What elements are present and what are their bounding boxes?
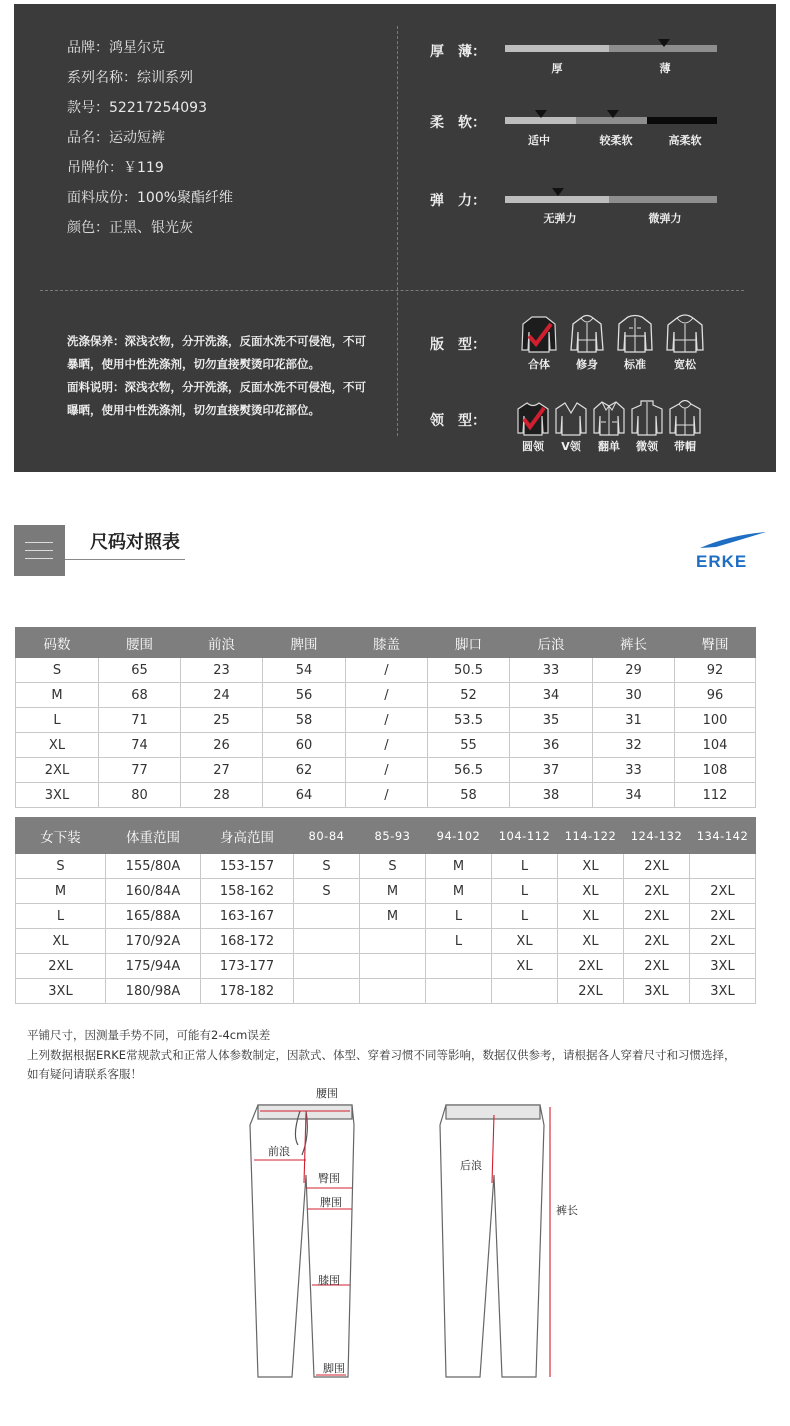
header-cell: 114-122: [558, 818, 624, 854]
hoodie-loose-icon: [665, 314, 705, 354]
table-cell: /: [346, 658, 428, 683]
section-title: 尺码对照表: [90, 532, 180, 553]
header-cell: 124-132: [624, 818, 690, 854]
table-cell: M: [360, 879, 426, 904]
table-cell: 56: [263, 683, 346, 708]
table-cell: S: [16, 854, 106, 879]
table-cell: XL: [492, 929, 558, 954]
table-cell: 77: [99, 758, 181, 783]
table-cell: /: [346, 783, 428, 808]
back-pants: [440, 1105, 544, 1377]
collar-option-stand: 微领: [628, 400, 666, 454]
table-cell: L: [492, 879, 558, 904]
elasticity-label-slight: 微弹力: [648, 212, 682, 225]
v-neck-icon: [554, 400, 588, 436]
table-cell: 170/92A: [106, 929, 201, 954]
table-cell: 38: [510, 783, 593, 808]
table-cell: 23: [181, 658, 263, 683]
table-cell: 28: [181, 783, 263, 808]
table-cell: 175/94A: [106, 954, 201, 979]
table-cell: 2XL: [624, 929, 690, 954]
table-cell: 3XL: [624, 979, 690, 1004]
table-cell: 52: [428, 683, 510, 708]
header-cell: 134-142: [690, 818, 756, 854]
table-cell: XL: [558, 854, 624, 879]
table-cell: 3XL: [690, 954, 756, 979]
table-cell: /: [346, 708, 428, 733]
table-cell: 24: [181, 683, 263, 708]
thickness-marker-icon: [658, 39, 670, 47]
table-row: [16, 879, 756, 904]
table-cell: 173-177: [201, 954, 294, 979]
table-cell: 165/88A: [106, 904, 201, 929]
table-cell: 112: [675, 783, 756, 808]
table-cell: 2XL: [690, 904, 756, 929]
brand-line: 品牌：鸿星尔克: [67, 40, 165, 56]
table-cell: [294, 954, 360, 979]
table-cell: [294, 979, 360, 1004]
measurement-arrows: [254, 1107, 550, 1377]
table-cell: L: [426, 929, 492, 954]
size-table-header: [16, 628, 756, 658]
table-row: [16, 904, 756, 929]
jacket-selected-icon: [520, 314, 558, 354]
table-cell: 33: [593, 758, 675, 783]
header-cell: 85-93: [360, 818, 426, 854]
fit-option-regular: 合体: [514, 314, 564, 372]
collar-option-lapel: 翻单: [590, 400, 628, 454]
table-cell: 2XL: [624, 954, 690, 979]
note-contact: 如有疑问请联系客服！: [27, 1067, 142, 1081]
color-line: 颜色：正黑、银光灰: [67, 220, 193, 236]
collar-icons: [514, 400, 704, 454]
header-cell: 80-84: [294, 818, 360, 854]
table-row: [16, 708, 756, 733]
table-row: [16, 733, 756, 758]
table-cell: 68: [99, 683, 181, 708]
table-cell: 153-157: [201, 854, 294, 879]
table-cell: 71: [99, 708, 181, 733]
header-cell: 臀围: [675, 628, 756, 658]
table-cell: XL: [492, 954, 558, 979]
table-cell: 80: [99, 783, 181, 808]
table-cell: S: [360, 854, 426, 879]
header-cell: 前浪: [181, 628, 263, 658]
vertical-divider: [397, 26, 398, 436]
table-cell: L: [426, 904, 492, 929]
section-underline: [65, 559, 185, 560]
table-cell: 3XL: [690, 979, 756, 1004]
hood-collar-icon: [668, 400, 702, 436]
table-cell: S: [294, 879, 360, 904]
brand-logo-text: ERKE: [696, 552, 748, 571]
table-cell: [360, 929, 426, 954]
table-cell: 55: [428, 733, 510, 758]
fit-table-header: [16, 818, 756, 854]
table-cell: XL: [558, 904, 624, 929]
note-tolerance: 平铺尺寸，因测量手势不同，可能有2-4cm误差: [27, 1028, 271, 1042]
diagram-knee: 膝围: [318, 1274, 340, 1287]
table-cell: [492, 979, 558, 1004]
table-cell: 30: [593, 683, 675, 708]
header-cell: 体重范围: [106, 818, 201, 854]
wash-title: 洗涤保养：: [67, 334, 125, 348]
table-cell: 3XL: [16, 979, 106, 1004]
softness-label: 柔 软：: [430, 115, 486, 131]
fabric-text: 深浅衣物，分开洗涤，反面水洗不可侵泡，不可曝晒，使用中性洗涤剂，切勿直接熨烫印花部位。: [67, 380, 366, 417]
table-cell: XL: [16, 733, 99, 758]
table-cell: 2XL: [558, 954, 624, 979]
table-cell: S: [16, 658, 99, 683]
table-cell: 74: [99, 733, 181, 758]
care-instructions: [67, 330, 377, 422]
table-cell: 2XL: [558, 979, 624, 1004]
fit-option-standard: 标准: [610, 314, 660, 372]
code-line: 款号：52217254093: [67, 100, 207, 116]
table-cell: 3XL: [16, 783, 99, 808]
table-cell: 155/80A: [106, 854, 201, 879]
table-cell: 56.5: [428, 758, 510, 783]
table-cell: M: [426, 879, 492, 904]
fit-table: [15, 817, 756, 1004]
table-cell: 25: [181, 708, 263, 733]
softness-marker-icon: [607, 110, 619, 118]
table-cell: L: [492, 904, 558, 929]
collar-label: 领 型：: [430, 413, 486, 429]
front-pants: [250, 1105, 354, 1377]
table-cell: 34: [510, 683, 593, 708]
fit-option-loose: 宽松: [660, 314, 710, 372]
diagram-hem: 脚围: [323, 1362, 345, 1375]
fabric-line: 面料成份：100%聚酯纤维: [67, 190, 234, 206]
table-cell: M: [360, 904, 426, 929]
table-cell: 2XL: [690, 879, 756, 904]
diagram-hip: 臀围: [318, 1172, 340, 1185]
table-cell: /: [346, 683, 428, 708]
price-line: 吊牌价：￥119: [67, 160, 164, 176]
header-cell: 裤长: [593, 628, 675, 658]
collar-option-v: V领: [552, 400, 590, 454]
table-cell: XL: [16, 929, 106, 954]
erke-logo: [696, 531, 768, 571]
table-cell: 29: [593, 658, 675, 683]
table-cell: [690, 854, 756, 879]
diagram-back-rise: 后浪: [460, 1159, 482, 1172]
diagram-front-rise: 前浪: [268, 1145, 290, 1158]
softness-label-soft: 较柔软: [599, 134, 633, 147]
table-row: [16, 854, 756, 879]
table-cell: 92: [675, 658, 756, 683]
table-cell: XL: [558, 879, 624, 904]
table-cell: 180/98A: [106, 979, 201, 1004]
table-cell: 2XL: [624, 854, 690, 879]
table-cell: [360, 954, 426, 979]
header-cell: 94-102: [426, 818, 492, 854]
jacket-standard-icon: [616, 314, 654, 354]
lapel-collar-icon: [592, 400, 626, 436]
table-cell: [426, 979, 492, 1004]
table-cell: 35: [510, 708, 593, 733]
fit-label: 版 型：: [430, 337, 486, 353]
thickness-label-thick: 厚: [551, 62, 563, 75]
collar-option-hood: 带帽: [666, 400, 704, 454]
table-cell: L: [492, 854, 558, 879]
swoosh-icon: [696, 531, 768, 551]
table-cell: [294, 929, 360, 954]
table-cell: 34: [593, 783, 675, 808]
table-cell: 33: [510, 658, 593, 683]
table-row: [16, 929, 756, 954]
diagram-waist: 腰围: [316, 1087, 338, 1100]
table-cell: 27: [181, 758, 263, 783]
table-cell: L: [16, 904, 106, 929]
elasticity-bar: [505, 196, 717, 203]
fabric-title: 面料说明：: [67, 380, 125, 394]
softness-label-very-soft: 高柔软: [668, 134, 702, 147]
header-cell: 膝盖: [346, 628, 428, 658]
name-line: 品名：运动短裤: [67, 130, 165, 146]
diagram-thigh: 脾围: [320, 1196, 342, 1209]
table-cell: M: [16, 879, 106, 904]
table-cell: 54: [263, 658, 346, 683]
table-cell: 58: [263, 708, 346, 733]
header-cell: 104-112: [492, 818, 558, 854]
header-cell: 脾围: [263, 628, 346, 658]
table-cell: 50.5: [428, 658, 510, 683]
table-cell: 26: [181, 733, 263, 758]
fit-option-slim: 修身: [564, 314, 610, 372]
table-cell: 37: [510, 758, 593, 783]
table-cell: 62: [263, 758, 346, 783]
table-cell: 96: [675, 683, 756, 708]
product-spec-list: [67, 38, 233, 248]
table-cell: 160/84A: [106, 879, 201, 904]
table-cell: 158-162: [201, 879, 294, 904]
note-reference: 上列数据根据ERKE常规款式和正常人体参数制定，因款式、体型、穿着习惯不同等影响，数据仅供参考，请根据各人穿着尺寸和习惯选择，: [27, 1048, 736, 1062]
table-cell: L: [16, 708, 99, 733]
table-cell: /: [346, 758, 428, 783]
table-row: [16, 954, 756, 979]
size-table: [15, 627, 756, 808]
product-info-panel: [14, 4, 776, 472]
table-cell: 32: [593, 733, 675, 758]
table-cell: 36: [510, 733, 593, 758]
table-cell: [426, 954, 492, 979]
elasticity-label-none: 无弹力: [543, 212, 577, 225]
table-cell: 58: [428, 783, 510, 808]
fit-icons: [514, 314, 710, 372]
table-cell: 64: [263, 783, 346, 808]
softness-label-medium: 适中: [528, 134, 550, 147]
table-cell: 2XL: [690, 929, 756, 954]
table-cell: M: [16, 683, 99, 708]
table-row: [16, 658, 756, 683]
table-cell: 108: [675, 758, 756, 783]
softness-marker-icon: [535, 110, 547, 118]
table-cell: /: [346, 733, 428, 758]
wash-text: 深浅衣物，分开洗涤，反面水洗不可侵泡，不可暴晒，使用中性洗涤剂，切勿直接熨烫印花部位。: [67, 334, 366, 371]
table-cell: 163-167: [201, 904, 294, 929]
table-cell: 178-182: [201, 979, 294, 1004]
table-cell: [360, 979, 426, 1004]
header-cell: 身高范围: [201, 818, 294, 854]
stand-collar-icon: [630, 400, 664, 436]
section-marker: [14, 525, 65, 576]
table-row: [16, 979, 756, 1004]
header-cell: 码数: [16, 628, 99, 658]
table-cell: 168-172: [201, 929, 294, 954]
crew-neck-selected-icon: [516, 400, 550, 436]
elasticity-label: 弹 力：: [430, 193, 486, 209]
table-row: [16, 683, 756, 708]
table-cell: 100: [675, 708, 756, 733]
thickness-label-thin: 薄: [659, 62, 671, 75]
diagram-length: 裤长: [556, 1204, 578, 1217]
series-line: 系列名称：综训系列: [67, 70, 193, 86]
table-cell: [294, 904, 360, 929]
table-cell: 53.5: [428, 708, 510, 733]
table-cell: 2XL: [624, 879, 690, 904]
header-cell: 女下装: [16, 818, 106, 854]
thickness-bar: [505, 45, 717, 52]
table-cell: 60: [263, 733, 346, 758]
table-row: [16, 758, 756, 783]
table-cell: 104: [675, 733, 756, 758]
hoodie-slim-icon: [568, 314, 606, 354]
header-cell: 脚口: [428, 628, 510, 658]
table-cell: 2XL: [624, 904, 690, 929]
table-cell: M: [426, 854, 492, 879]
table-cell: 31: [593, 708, 675, 733]
table-row: [16, 783, 756, 808]
header-cell: 后浪: [510, 628, 593, 658]
collar-option-crew: 圆领: [514, 400, 552, 454]
thickness-label: 厚 薄：: [430, 44, 486, 60]
horizontal-divider: [40, 290, 744, 291]
table-cell: S: [294, 854, 360, 879]
header-cell: 腰围: [99, 628, 181, 658]
table-cell: XL: [558, 929, 624, 954]
softness-bar: [505, 117, 717, 124]
table-cell: 2XL: [16, 758, 99, 783]
table-cell: 65: [99, 658, 181, 683]
elasticity-marker-icon: [552, 188, 564, 196]
pants-measurement-diagram: [240, 1085, 610, 1385]
table-cell: 2XL: [16, 954, 106, 979]
